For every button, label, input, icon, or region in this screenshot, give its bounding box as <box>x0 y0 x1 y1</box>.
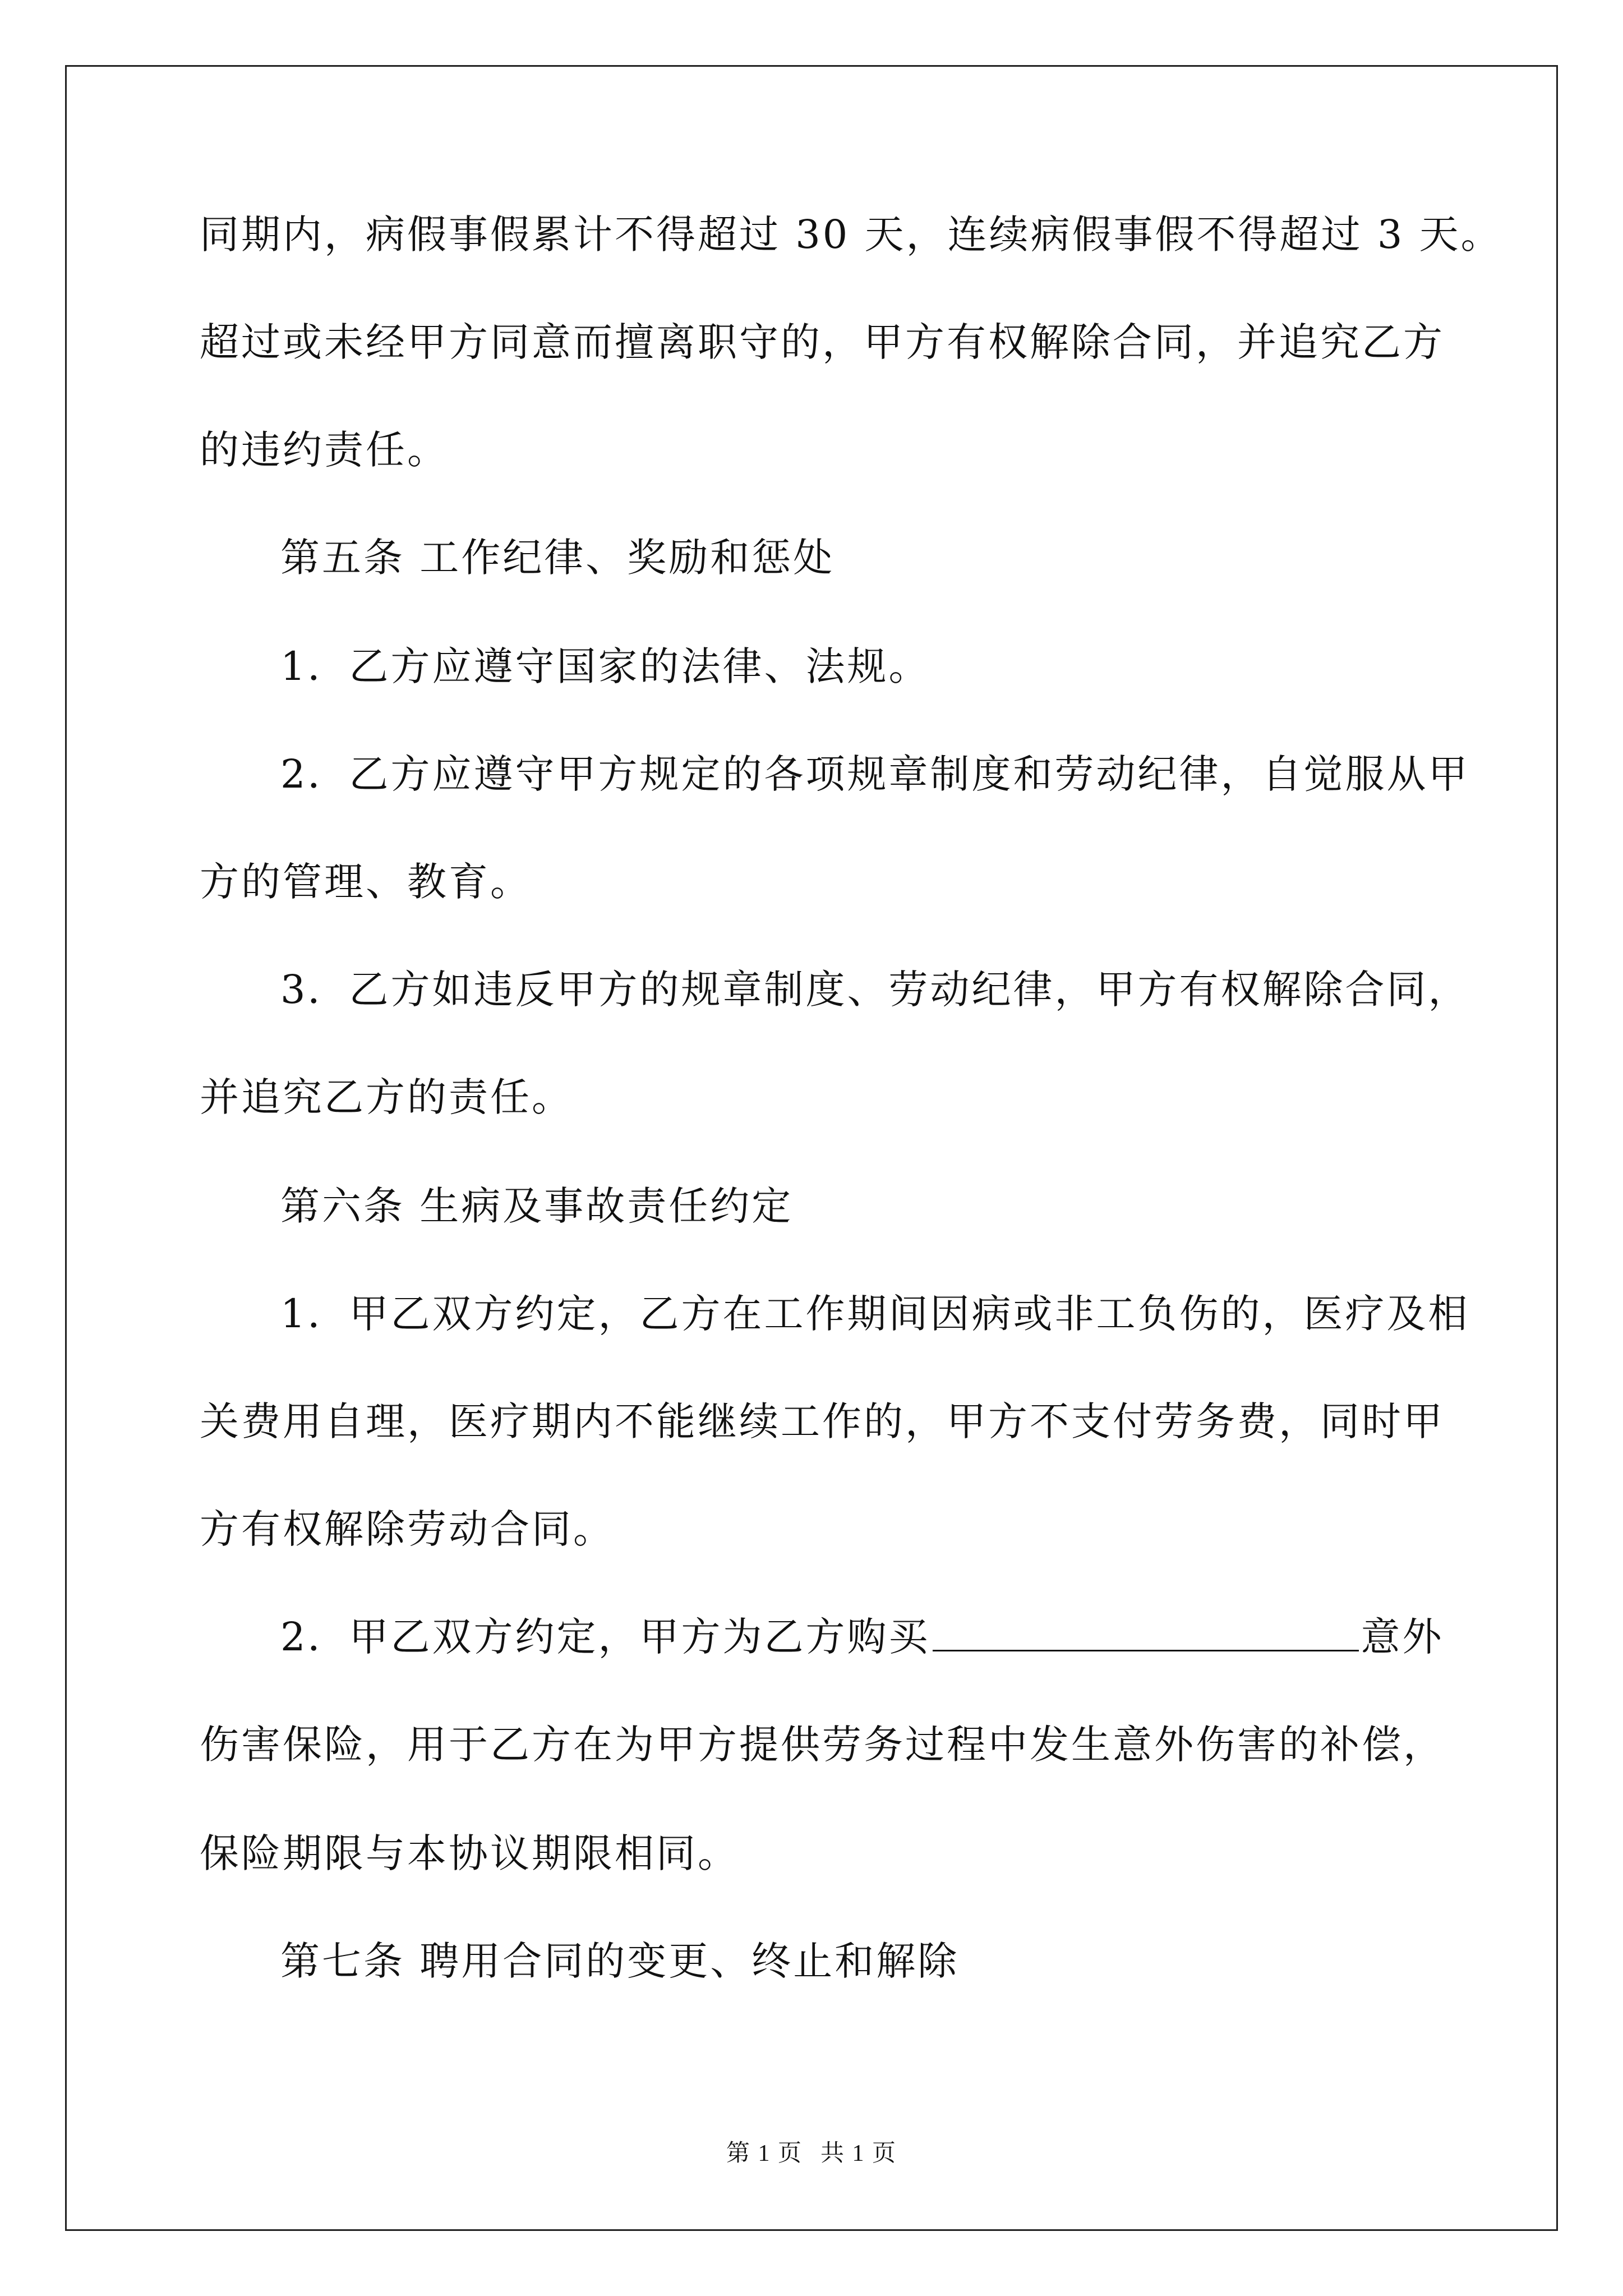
paragraph-line: 的违约责任。 <box>200 427 449 473</box>
paragraph-line: 伤害保险，用于乙方在为甲方提供劳务过程中发生意外伤害的补偿， <box>200 1722 1445 1768</box>
section-heading: 第七条 聘用合同的变更、终止和解除 <box>280 1938 960 1984</box>
paragraph-line: 1．甲乙双方约定，乙方在工作期间因病或非工负伤的，医疗及相 <box>280 1291 1470 1337</box>
paragraph-line: 方有权解除劳动合同。 <box>200 1506 615 1552</box>
paragraph-line: 2．乙方应遵守甲方规定的各项规章制度和劳动纪律，自觉服从甲 <box>280 751 1470 797</box>
paragraph-line: 同期内，病假事假累计不得超过 30 天，连续病假事假不得超过 3 天。 <box>200 211 1502 257</box>
paragraph-text: 意外 <box>1361 1614 1444 1660</box>
page-number: 第 1 页 <box>726 2141 803 2166</box>
page-total: 共 1 页 <box>820 2141 897 2166</box>
paragraph-line: 关费用自理，医疗期内不能继续工作的，甲方不支付劳务费，同时甲 <box>200 1398 1445 1444</box>
section-heading: 第六条 生病及事故责任约定 <box>280 1183 794 1229</box>
page-footer <box>0 2134 1623 2168</box>
section-heading: 第五条 工作纪律、奖励和惩处 <box>280 535 835 581</box>
paragraph-line: 保险期限与本协议期限相同。 <box>200 1830 739 1876</box>
paragraph-line: 方的管理、教育。 <box>200 859 532 905</box>
page-border <box>65 65 1558 2231</box>
paragraph-line: 并追究乙方的责任。 <box>200 1074 573 1120</box>
paragraph-line-with-blank <box>280 1609 1444 1665</box>
paragraph-line: 超过或未经甲方同意而擅离职守的，甲方有权解除合同，并追究乙方 <box>200 319 1445 365</box>
paragraph-line: 3．乙方如违反甲方的规章制度、劳动纪律，甲方有权解除合同， <box>280 967 1470 1013</box>
fill-in-blank[interactable] <box>933 1614 1359 1651</box>
paragraph-text: 2．甲乙双方约定，甲方为乙方购买 <box>280 1614 930 1660</box>
paragraph-line: 1．乙方应遵守国家的法律、法规。 <box>280 643 930 689</box>
